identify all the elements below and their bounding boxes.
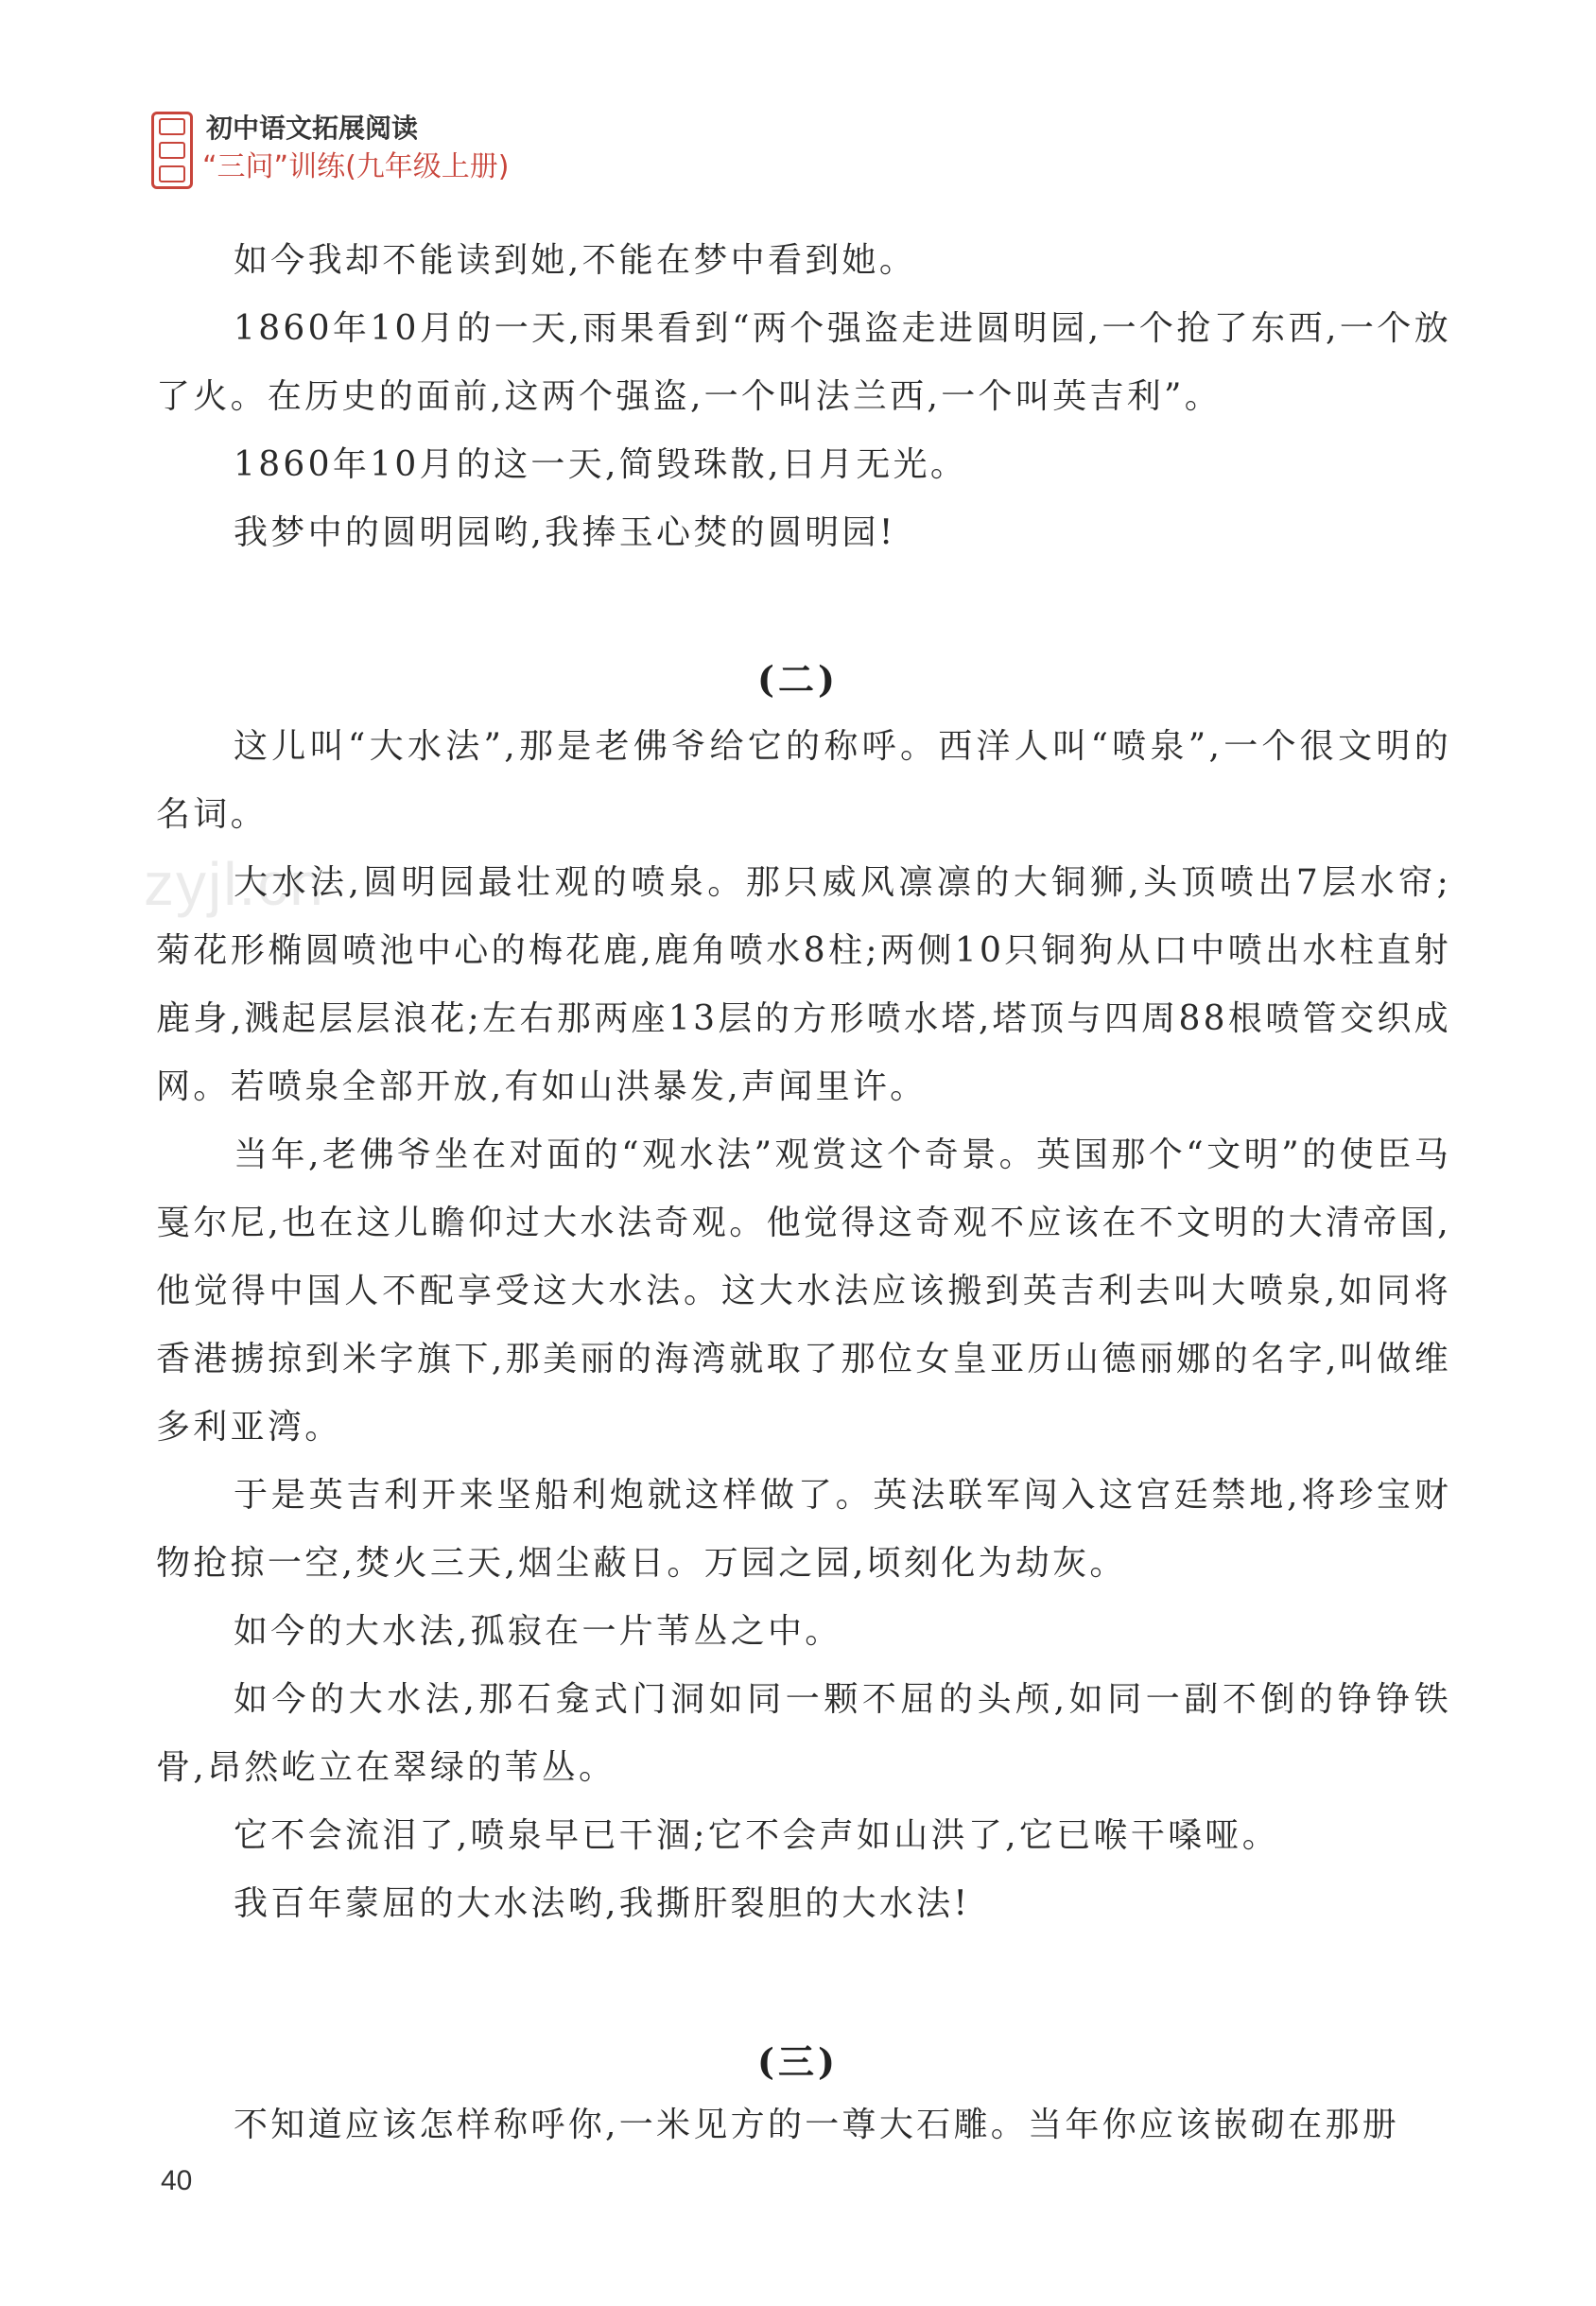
paragraph: 这儿叫“大水法”,那是老佛爷给它的称呼。西洋人叫“喷泉”,一个很文明的名词。 [156,727,1451,834]
paragraph: 如今的大水法,那石龛式门洞如同一颗不屈的头颅,如同一副不倒的铮铮铁骨,昂然屹立在翠绿的苇丛。 [156,1680,1451,1787]
section-2-text [156,713,1451,1938]
paragraph: 不知道应该怎样称呼你,一米见方的一尊大石雕。当年你应该嵌砌在那册 [234,2106,1400,2144]
paragraph: 1860年10月的一天,雨果看到“两个强盗走进圆明园,一个抢了东西,一个放了火。在历史的面前,这两个强盗,一个叫法兰西,一个叫英吉利”。 [156,309,1451,416]
paragraph: 1860年10月的这一天,简毁珠散,日月无光。 [234,445,968,484]
paragraph: 于是英吉利开来坚船利炮就这样做了。英法联军闯入这宫廷禁地,将珍宝财物抢掠一空,焚火三天,烟尘蔽日。万园之园,顷刻化为劫灰。 [156,1476,1451,1583]
paragraph: 当年,老佛爷坐在对面的“观水法”观赏这个奇景。英国那个“文明”的使臣马戛尔尼,也在这儿瞻仰过大水法奇观。他觉得这奇观不应该在不文明的大清帝国,他觉得中国人不配享受这大水法。这大水法应该搬到英吉利去叫大喷泉,如同将香港掳掠到米字旗下,那美丽的海湾就取了那位女皇亚历山德丽娜的名字,叫做维多利亚湾。 [156,1136,1451,1447]
page-number: 40 [161,2165,193,2196]
section-heading-3: (三) [757,2040,839,2083]
section-1-text [156,227,1451,567]
paragraph: 大水法,圆明园最壮观的喷泉。那只威风凛凛的大铜狮,头顶喷出7层水帘;菊花形椭圆喷池中心的梅花鹿,鹿角喷水8柱;两侧10只铜狗从口中喷出水柱直射鹿身,溅起层层浪花;左右那两座13层的方形喷水塔,塔顶与四周88根喷管交织成网。若喷泉全部开放,有如山洪暴发,声闻里许。 [156,863,1451,1106]
paragraph: 如今我却不能读到她,不能在梦中看到她。 [234,241,917,280]
series-title: 初中语文拓展阅读 [206,113,419,144]
paragraph: 如今的大水法,孤寂在一片苇丛之中。 [234,1612,842,1651]
seal-logo-icon [151,112,193,189]
paragraph: 我百年蒙屈的大水法哟,我撕肝裂胆的大水法! [234,1884,971,1923]
paragraph: 它不会流泪了,喷泉早已干涸;它不会声如山洪了,它已喉干嗓哑。 [234,1816,1280,1855]
section-3-text [156,2091,1451,2159]
watermark: zyjl.cn [144,850,325,918]
section-heading-2: (二) [757,658,839,701]
paragraph: 我梦中的圆明园哟,我捧玉心焚的圆明园! [234,513,896,552]
book-title: “三问”训练(九年级上册) [202,150,510,183]
